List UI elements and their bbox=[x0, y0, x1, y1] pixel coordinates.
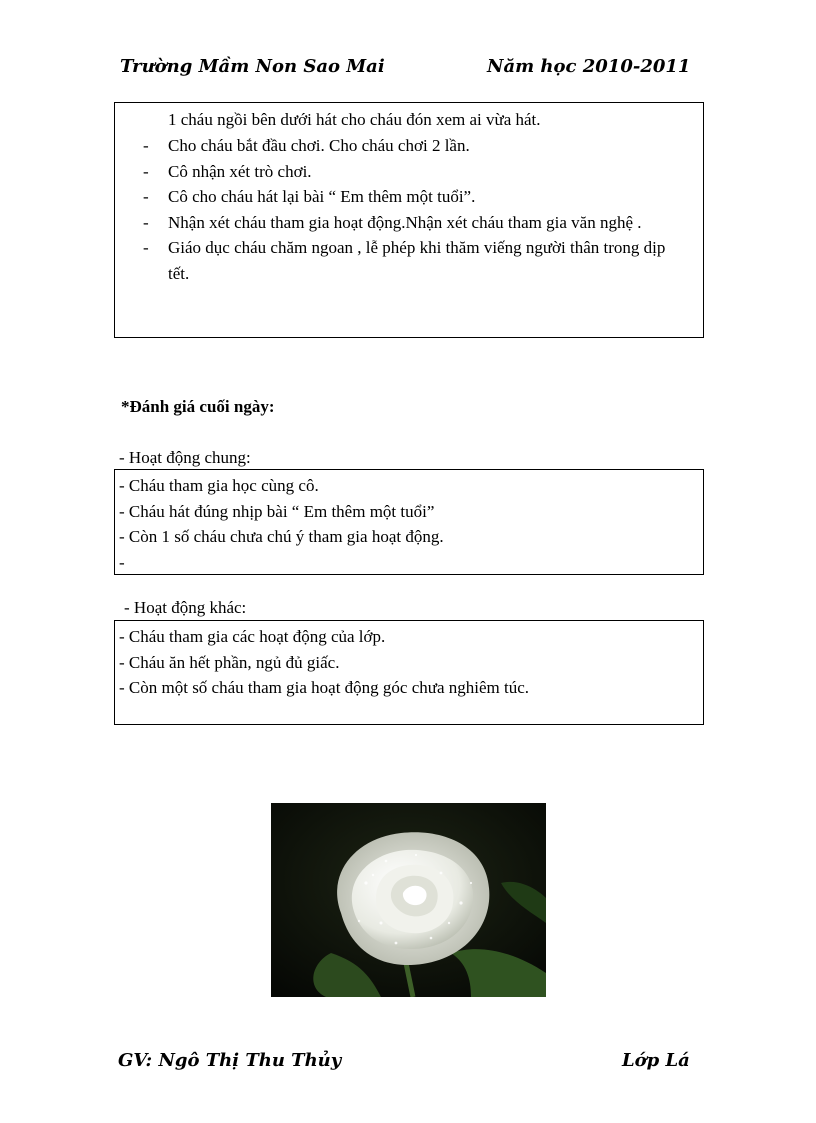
list-item-text: Cô nhận xét trò chơi. bbox=[168, 161, 312, 181]
general-activity-list bbox=[119, 473, 444, 575]
footer-class-name: Lớp Lá bbox=[622, 1050, 690, 1071]
list-item: - Còn một số cháu tham gia hoạt động góc chưa nghiêm túc. bbox=[119, 678, 530, 697]
header-school-year: Năm học 2010-2011 bbox=[487, 56, 691, 77]
other-activity-heading: - Hoạt động khác: bbox=[124, 598, 247, 617]
list-item bbox=[143, 235, 683, 286]
list-item bbox=[143, 133, 683, 159]
other-activity-box bbox=[114, 620, 704, 725]
activity-box bbox=[114, 102, 704, 338]
list-item bbox=[143, 159, 683, 185]
evaluation-title: *Đánh giá cuối ngày: bbox=[121, 397, 275, 416]
general-activity-heading: - Hoạt động chung: bbox=[119, 448, 251, 467]
bullet-dash: - bbox=[143, 212, 149, 232]
list-item: - bbox=[119, 552, 125, 572]
list-item-text: Giáo dục cháu chăm ngoan , lễ phép khi thăm viếng người thân trong dịp tết. bbox=[168, 238, 666, 283]
list-item-text: Cô cho cháu hát lại bài “ Em thêm một tuổi”. bbox=[168, 187, 476, 206]
list-item: - Còn 1 số cháu chưa chú ý tham gia hoạt động. bbox=[119, 527, 444, 546]
other-activity-list bbox=[119, 624, 529, 701]
activity-lead-line: 1 cháu ngồi bên dưới hát cho cháu đón xem ai vừa hát. bbox=[168, 110, 541, 129]
general-activity-box bbox=[114, 469, 704, 575]
list-item bbox=[143, 210, 683, 236]
footer-teacher: GV: Ngô Thị Thu Thủy bbox=[118, 1050, 342, 1071]
list-item: - Cháu tham gia học cùng cô. bbox=[119, 476, 319, 495]
white-rose-photo bbox=[271, 803, 546, 997]
bullet-dash: - bbox=[143, 187, 149, 206]
list-item: - Cháu hát đúng nhịp bài “ Em thêm một tuổi” bbox=[119, 501, 435, 521]
bullet-dash: - bbox=[143, 161, 149, 181]
activity-list bbox=[143, 133, 683, 286]
bullet-dash: - bbox=[143, 136, 149, 155]
list-item bbox=[143, 184, 683, 210]
list-item-text: Nhận xét cháu tham gia hoạt động.Nhận xét cháu tham gia văn nghệ . bbox=[168, 212, 642, 232]
list-item: - Cháu tham gia các hoạt động của lớp. bbox=[119, 627, 386, 646]
rose-illustration bbox=[271, 803, 546, 997]
bullet-dash: - bbox=[143, 238, 149, 257]
header-school-name: Trường Mầm Non Sao Mai bbox=[120, 56, 385, 77]
list-item-text: Cho cháu bắt đầu chơi. Cho cháu chơi 2 lần. bbox=[168, 136, 470, 155]
list-item: - Cháu ăn hết phần, ngủ đủ giấc. bbox=[119, 652, 340, 672]
